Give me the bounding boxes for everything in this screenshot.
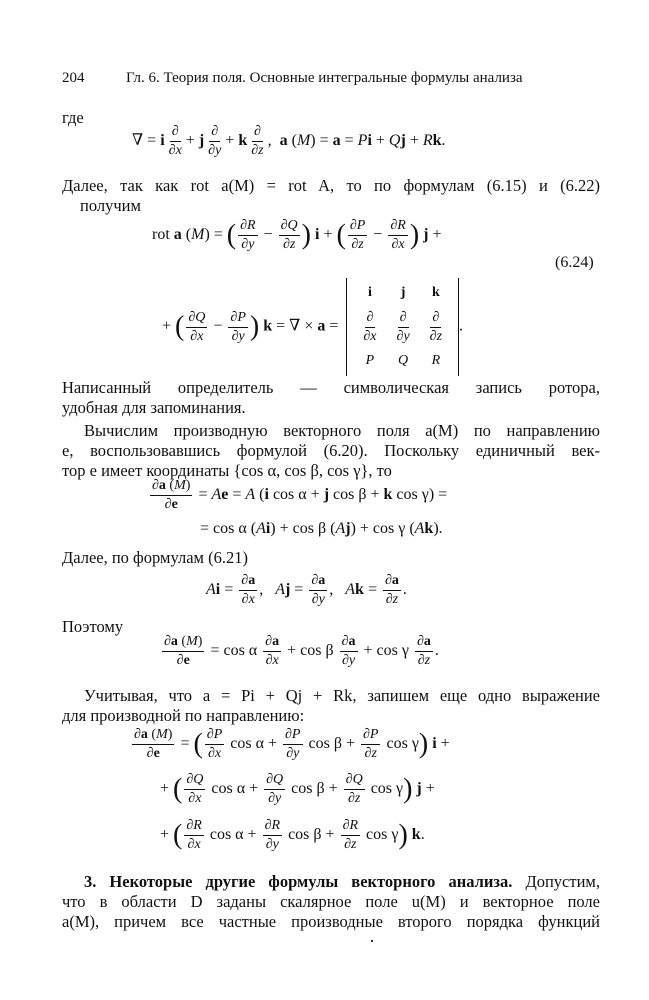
equation-long-line3: + ( $\frac{\partial R}{\partial x}$ cos α + $\frac{\partial R}{\partial y}$ cos β + $\frac{\partial R}{\partial z}$ cos γ) k. bbox=[160, 818, 425, 852]
determinant: i $\frac{\partial}{\partial x}$ P j $\frac{\partial}{\partial y}$ Q k $\frac{\partial}{\partial z}$ R bbox=[346, 278, 459, 376]
equation-Ai-Aj-Ak: Ai = $\frac{\partial a}{\partial x}$ , Aj = $\frac{\partial a}{\partial y}$ , Ak = $\frac{\partial a}{\partial z}$ . bbox=[206, 573, 407, 607]
equation-directional-line2: = cos α (Ai) + cos β (Aj) + cos γ (Ak). bbox=[200, 520, 443, 537]
paragraph-vych-line1: Вычислим производную векторного поля a(M) по направлению bbox=[84, 421, 600, 440]
paragraph-vych-line2: e, воспользовавшись формулой (6.20). Поскольку единичный век- bbox=[62, 441, 600, 460]
equation-number: (6.24) bbox=[555, 254, 594, 271]
equation-rot-line1: rot a (M) = ( $\frac{\partial R}{\partial y}$ − $\frac{\partial Q}{\partial z}$ ) i + ( $\frac{\partial P}{\partial z}$ − $\frac{\partial R}{\partial x}$ ) j + bbox=[152, 218, 442, 252]
equation-long-line2: + ( $\frac{\partial Q}{\partial x}$ cos α + $\frac{\partial Q}{\partial y}$ cos β + $\frac{\partial Q}{\partial z}$ cos γ) j + bbox=[160, 772, 435, 806]
paragraph-dalee-line2: получим bbox=[80, 196, 141, 215]
paragraph-sec3-line2: что в области D заданы скалярное поле u(M) и векторное поле bbox=[62, 892, 600, 911]
page-number: 204 bbox=[62, 70, 85, 86]
word-gde: где bbox=[62, 108, 84, 127]
paragraph-det-line1: Написанный определитель — символическая запись ротора, bbox=[62, 378, 600, 397]
print-speck bbox=[371, 940, 373, 942]
running-head bbox=[62, 70, 600, 87]
equation-directional-line1: $\frac{\partial a (M)}{\partial e}$ = Ae = A (i cos α + j cos β + k cos γ) = bbox=[152, 478, 448, 512]
paragraph-sec3-line3: a(M), причем все частные производные второго порядка функций bbox=[62, 912, 600, 931]
paragraph-dalee2: Далее, по формулам (6.21) bbox=[62, 548, 248, 567]
equation-nabla: ∇ = i $\frac{\partial}{\partial x}$ + j $\frac{\partial}{\partial y}$ + k $\frac{\partial}{\partial z}$ , a (M) = a = Pi + Qj + Rk. bbox=[132, 124, 446, 158]
section-3-heading-line bbox=[84, 872, 600, 892]
paragraph-uchit-line2: для производной по направлению: bbox=[62, 706, 305, 725]
equation-poetomu: $\frac{\partial a (M)}{\partial e}$ = cos α $\frac{\partial a}{\partial x}$ + cos β $\frac{\partial a}{\partial y}$ + cos γ $\frac{\partial a}{\partial z}$ . bbox=[164, 634, 439, 668]
paragraph-uchit-line1: Учитывая, что a = Pi + Qj + Rk, запишем еще одно выражение bbox=[84, 686, 600, 705]
equation-rot-line2: + ( $\frac{\partial Q}{\partial x}$ − $\frac{\partial P}{\partial y}$ ) k = ∇ × a = i $\frac{\partial}{\partial x}$ P j $\frac{\partial}{\partial y}$ Q k $\frac{\partial}{\partial z}$ R . bbox=[162, 278, 463, 376]
section-3-title: 3. Некоторые другие формулы векторного анализа. bbox=[84, 872, 513, 891]
running-title: Гл. 6. Теория поля. Основные интегральные формулы анализа bbox=[126, 70, 523, 86]
paragraph-poetomu: Поэтому bbox=[62, 617, 124, 636]
equation-long-line1: $\frac{\partial a (M)}{\partial e}$ = ( $\frac{\partial P}{\partial x}$ cos α + $\frac{\partial P}{\partial y}$ cos β + $\frac{\partial P}{\partial z}$ cos γ) i + bbox=[134, 727, 450, 761]
paragraph-vych-line3: тор e имеет координаты {cos α, cos β, cos γ}, то bbox=[62, 461, 392, 480]
paragraph-dalee-line1: Далее, так как rot a(M) = rot A, то по формулам (6.15) и (6.22) bbox=[62, 176, 600, 195]
paragraph-det-line2: удобная для запоминания. bbox=[62, 398, 246, 417]
section-3-rest: Допустим, bbox=[512, 872, 600, 891]
